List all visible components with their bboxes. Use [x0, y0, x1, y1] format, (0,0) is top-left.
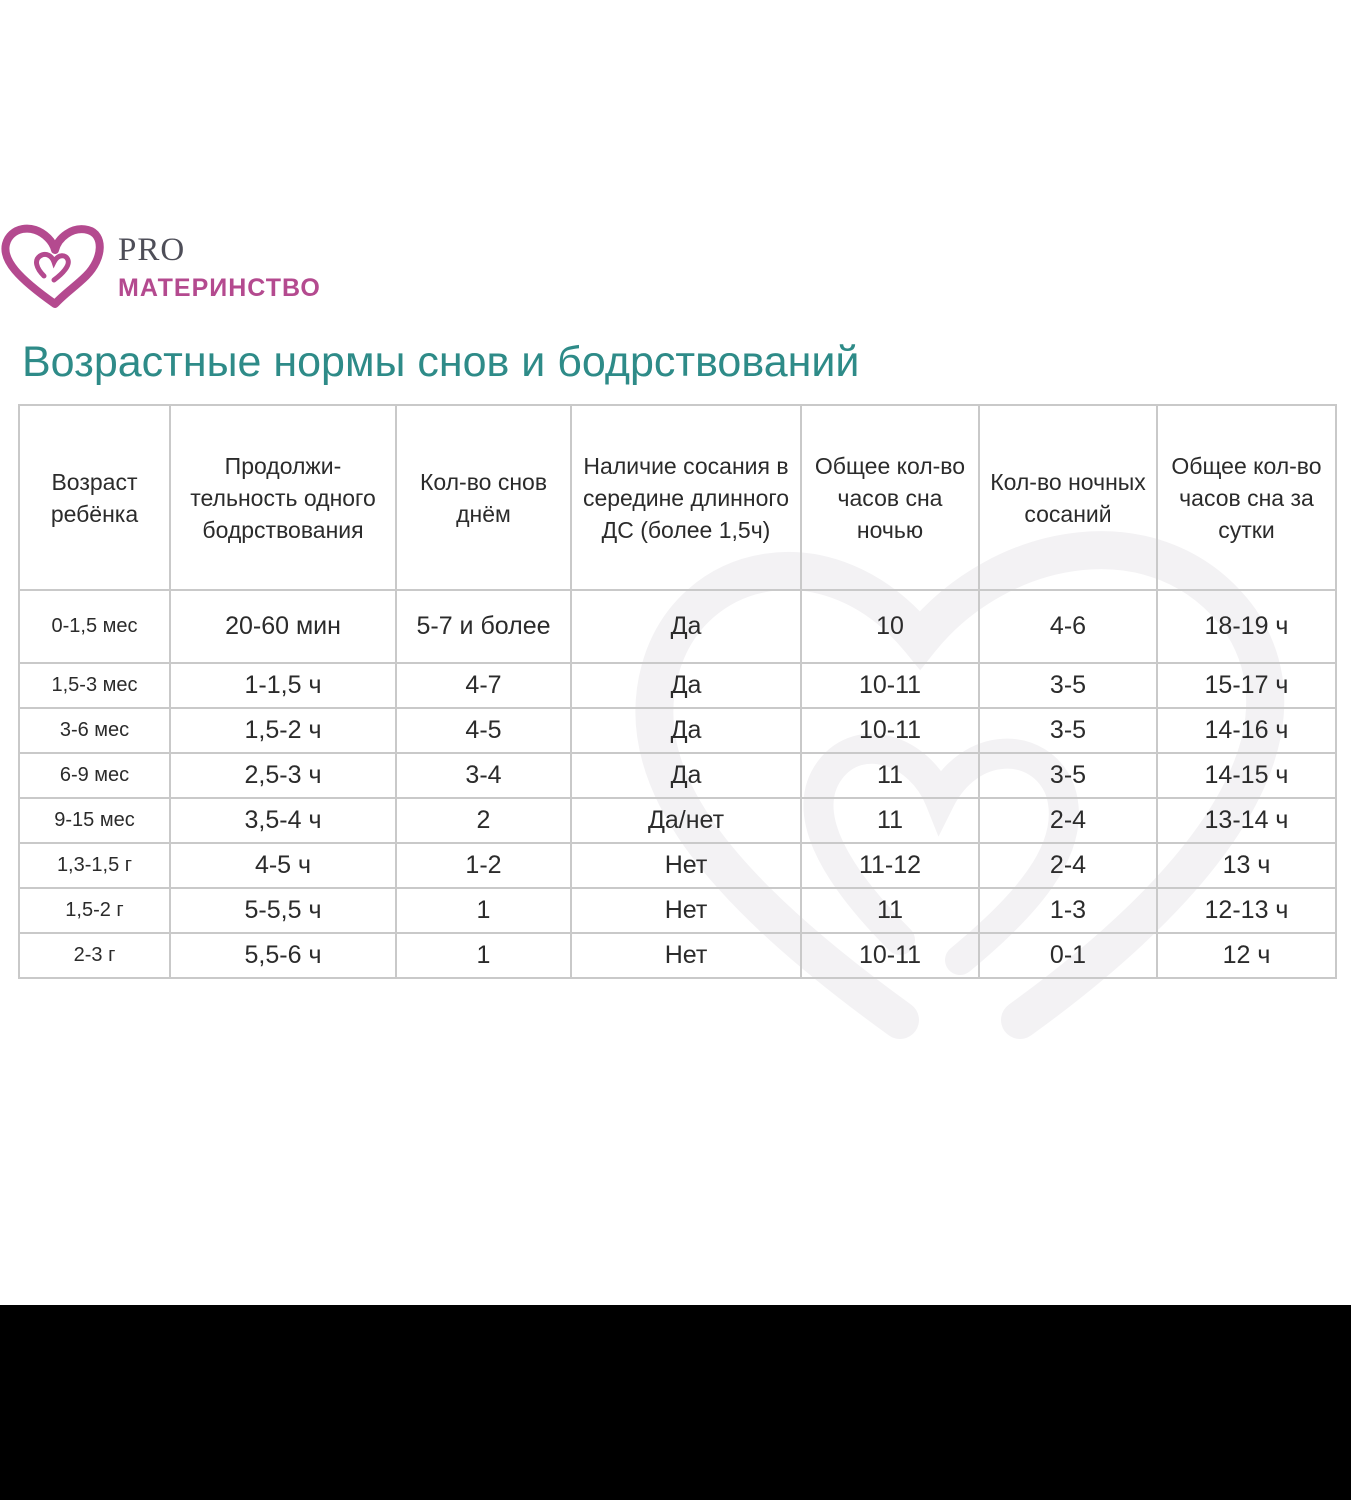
- cell-day-naps: 3-4: [396, 753, 571, 798]
- cell-nap-feeding: Да: [571, 663, 801, 708]
- cell-nap-feeding: Да: [571, 753, 801, 798]
- cell-night-sleep-hours: 11-12: [801, 843, 979, 888]
- cell-day-naps: 1-2: [396, 843, 571, 888]
- cell-wake-duration: 5,5-6 ч: [170, 933, 396, 978]
- cell-nap-feeding: Нет: [571, 843, 801, 888]
- heart-logo-icon: [0, 218, 110, 314]
- table-row: [19, 843, 1336, 888]
- logo-name-text: МАТЕРИНСТВО: [118, 274, 321, 302]
- cell-night-feedings: 3-5: [979, 663, 1157, 708]
- cell-total-sleep-hours: 14-15 ч: [1157, 753, 1336, 798]
- cell-age: 9-15 мес: [19, 798, 170, 843]
- table-header-row: [19, 405, 1336, 590]
- cell-night-feedings: 2-4: [979, 843, 1157, 888]
- cell-total-sleep-hours: 18-19 ч: [1157, 590, 1336, 663]
- table-row: [19, 798, 1336, 843]
- cell-age: 1,5-3 мес: [19, 663, 170, 708]
- cell-day-naps: 1: [396, 888, 571, 933]
- table-row: [19, 888, 1336, 933]
- sleep-norms-table: [18, 404, 1337, 979]
- cell-nap-feeding: Нет: [571, 888, 801, 933]
- cell-day-naps: 1: [396, 933, 571, 978]
- cell-wake-duration: 20-60 мин: [170, 590, 396, 663]
- cell-wake-duration: 2,5-3 ч: [170, 753, 396, 798]
- cell-age: 6-9 мес: [19, 753, 170, 798]
- cell-day-naps: 5-7 и более: [396, 590, 571, 663]
- cell-age: 2-3 г: [19, 933, 170, 978]
- cell-age: 1,5-2 г: [19, 888, 170, 933]
- cell-wake-duration: 3,5-4 ч: [170, 798, 396, 843]
- cell-age: 3-6 мес: [19, 708, 170, 753]
- cell-age: 0-1,5 мес: [19, 590, 170, 663]
- cell-night-feedings: 3-5: [979, 708, 1157, 753]
- header-nap-feeding: Наличие сосания в середине длинного ДС (более 1,5ч): [571, 405, 801, 590]
- cell-night-sleep-hours: 11: [801, 888, 979, 933]
- cell-wake-duration: 4-5 ч: [170, 843, 396, 888]
- header-night-sleep-hours: Общее кол-во часов сна ночью: [801, 405, 979, 590]
- cell-wake-duration: 1,5-2 ч: [170, 708, 396, 753]
- cell-total-sleep-hours: 13-14 ч: [1157, 798, 1336, 843]
- cell-nap-feeding: Да: [571, 708, 801, 753]
- cell-nap-feeding: Да: [571, 590, 801, 663]
- table-row: [19, 590, 1336, 663]
- cell-nap-feeding: Да/нет: [571, 798, 801, 843]
- header-night-feedings: Кол-во ночных сосаний: [979, 405, 1157, 590]
- cell-wake-duration: 5-5,5 ч: [170, 888, 396, 933]
- table-row: [19, 933, 1336, 978]
- cell-night-feedings: 4-6: [979, 590, 1157, 663]
- header-day-naps: Кол-во снов днём: [396, 405, 571, 590]
- cell-night-feedings: 0-1: [979, 933, 1157, 978]
- cell-day-naps: 4-7: [396, 663, 571, 708]
- cell-wake-duration: 1-1,5 ч: [170, 663, 396, 708]
- cell-day-naps: 2: [396, 798, 571, 843]
- table-row: [19, 753, 1336, 798]
- cell-night-feedings: 2-4: [979, 798, 1157, 843]
- table-row: [19, 708, 1336, 753]
- cell-night-feedings: 1-3: [979, 888, 1157, 933]
- cell-nap-feeding: Нет: [571, 933, 801, 978]
- brand-logo: [0, 218, 360, 314]
- header-total-sleep-hours: Общее кол-во часов сна за сутки: [1157, 405, 1336, 590]
- cell-night-sleep-hours: 11: [801, 798, 979, 843]
- cell-day-naps: 4-5: [396, 708, 571, 753]
- header-age: Возраст ребёнка: [19, 405, 170, 590]
- page-title: Возрастные нормы снов и бодрствований: [22, 338, 860, 386]
- cell-total-sleep-hours: 15-17 ч: [1157, 663, 1336, 708]
- table-row: [19, 663, 1336, 708]
- cell-night-sleep-hours: 10-11: [801, 933, 979, 978]
- cell-total-sleep-hours: 14-16 ч: [1157, 708, 1336, 753]
- cell-night-sleep-hours: 10-11: [801, 663, 979, 708]
- header-wake-duration: Продолжи-тельность одного бодрствования: [170, 405, 396, 590]
- cell-total-sleep-hours: 12-13 ч: [1157, 888, 1336, 933]
- bottom-black-bar: [0, 1305, 1351, 1500]
- cell-night-feedings: 3-5: [979, 753, 1157, 798]
- cell-night-sleep-hours: 10: [801, 590, 979, 663]
- cell-total-sleep-hours: 12 ч: [1157, 933, 1336, 978]
- cell-age: 1,3-1,5 г: [19, 843, 170, 888]
- cell-night-sleep-hours: 11: [801, 753, 979, 798]
- logo-pro-text: PRO: [118, 232, 186, 268]
- cell-night-sleep-hours: 10-11: [801, 708, 979, 753]
- cell-total-sleep-hours: 13 ч: [1157, 843, 1336, 888]
